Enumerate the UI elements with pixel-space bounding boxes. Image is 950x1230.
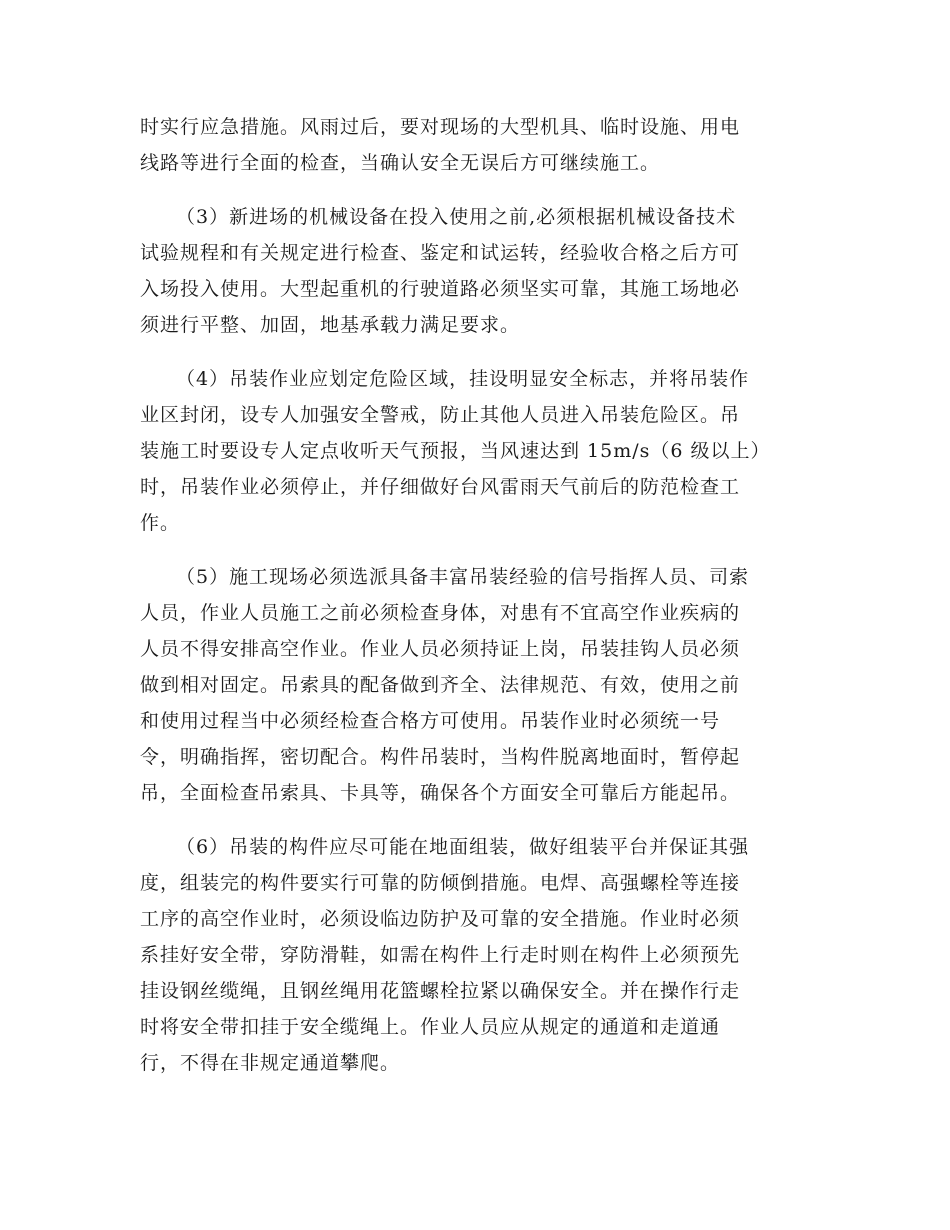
paragraph-0-line-2: 线路等进行全面的检查，当确认安全无误后方可继续施工。 xyxy=(140,152,661,174)
paragraph-5-line-2: 人员，作业人员施工之前必须检查身体，对患有不宜高空作业疾病的 xyxy=(140,602,741,624)
paragraph-4-line-4: 时，吊装作业必须停止，并仔细做好台风雷雨天气前后的防范检查工 xyxy=(140,476,741,498)
paragraph-5-line-4: 做到相对固定。吊索具的配备做到齐全、法律规范、有效，使用之前 xyxy=(140,674,741,696)
paragraph-4-line-2: 业区封闭，设专人加强安全警戒，防止其他人员进入吊装危险区。吊 xyxy=(140,404,741,426)
paragraph-6-line-2: 度，组装完的构件要实行可靠的防倾倒措施。电焊、高强螺栓等连接 xyxy=(140,872,741,894)
paragraph-3-line-4: 须进行平整、加固，地基承载力满足要求。 xyxy=(140,314,521,336)
paragraph-6-line-7: 行，不得在非规定通道攀爬。 xyxy=(140,1052,401,1074)
paragraph-6-line-3: 工序的高空作业时，必须设临边防护及可靠的安全措施。作业时必须 xyxy=(140,908,741,930)
paragraph-5-line-5: 和使用过程当中必须经检查合格方可使用。吊装作业时必须统一号 xyxy=(140,710,721,732)
paragraph-3-line-3: 入场投入使用。大型起重机的行驶道路必须坚实可靠，其施工场地必 xyxy=(140,278,741,300)
paragraph-5-line-1: （5）施工现场必须选派具备丰富吊装经验的信号指挥人员、司索 xyxy=(176,566,750,588)
paragraph-6-line-5: 挂设钢丝缆绳，且钢丝绳用花篮螺栓拉紧以确保安全。并在操作行走 xyxy=(140,980,741,1002)
paragraph-5-line-3: 人员不得安排高空作业。作业人员必须持证上岗，吊装挂钩人员必须 xyxy=(140,638,741,660)
paragraph-5-line-7: 吊，全面检查吊索具、卡具等，确保各个方面安全可靠后方能起吊。 xyxy=(140,782,741,804)
paragraph-5-line-6: 令，明确指挥，密切配合。构件吊装时，当构件脱离地面时，暂停起 xyxy=(140,746,741,768)
paragraph-6-line-6: 时将安全带扣挂于安全缆绳上。作业人员应从规定的通道和走道通 xyxy=(140,1016,721,1038)
paragraph-4-line-1: （4）吊装作业应划定危险区域，挂设明显安全标志，并将吊装作 xyxy=(176,368,750,390)
paragraph-0-line-1: 时实行应急措施。风雨过后，要对现场的大型机具、临时设施、用电 xyxy=(140,116,741,138)
paragraph-4-line-3: 装施工时要设专人定点收听天气预报，当风速达到 15m/s（6 级以上） xyxy=(140,440,771,462)
paragraph-3-line-1: （3）新进场的机械设备在投入使用之前,必须根据机械设备技术 xyxy=(176,206,737,228)
paragraph-3-line-2: 试验规程和有关规定进行检查、鉴定和试运转，经验收合格之后方可 xyxy=(140,242,741,264)
paragraph-6-line-1: （6）吊装的构件应尽可能在地面组装，做好组装平台并保证其强 xyxy=(176,836,750,858)
paragraph-6-line-4: 系挂好安全带，穿防滑鞋，如需在构件上行走时则在构件上必须预先 xyxy=(140,944,741,966)
paragraph-4-line-5: 作。 xyxy=(140,512,181,534)
